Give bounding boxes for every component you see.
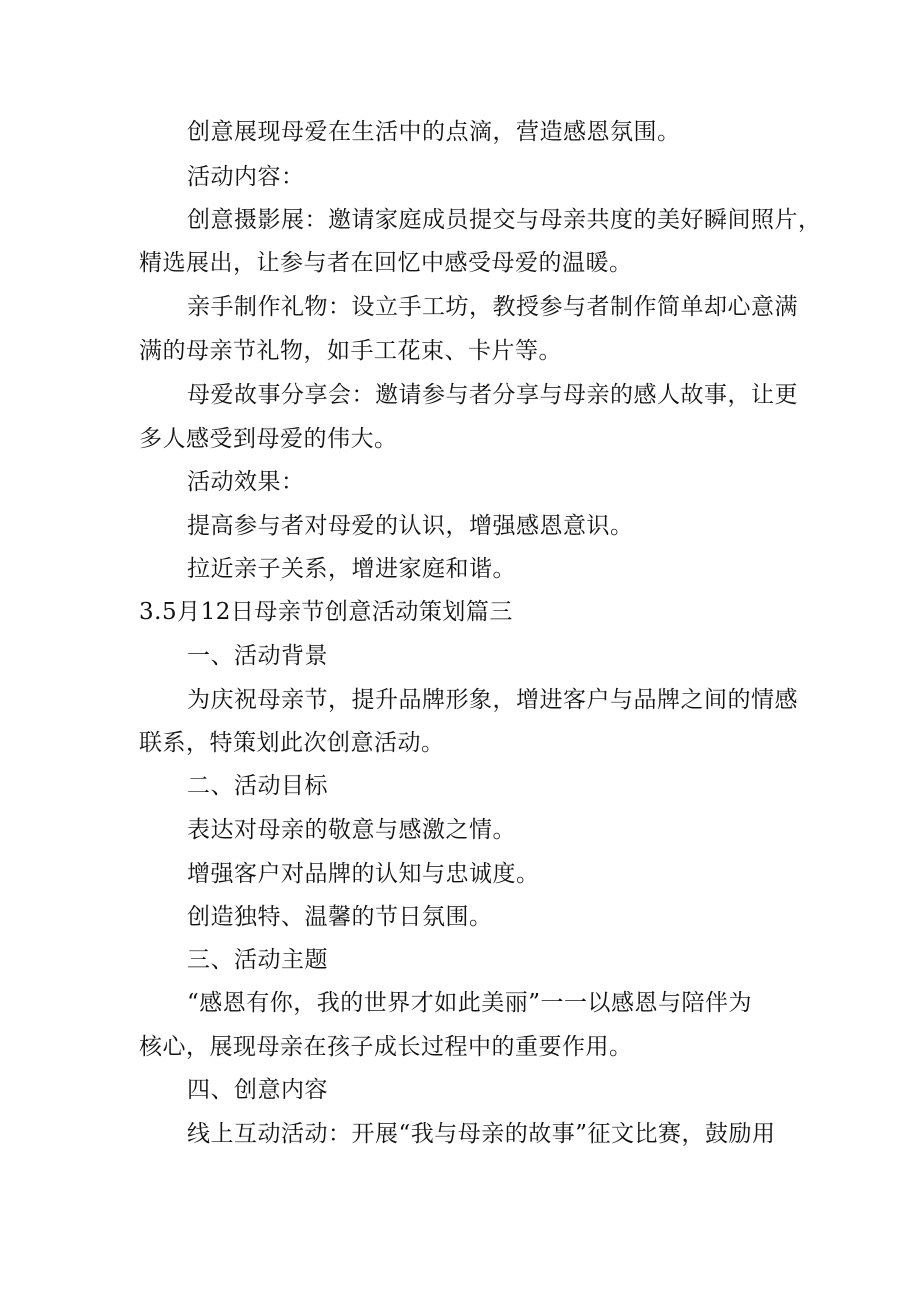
section-heading: 一、活动背景	[187, 643, 328, 669]
section-heading: 四、创意内容	[187, 1077, 328, 1103]
paragraph-line: 提高参与者对母爱的认识，增强感恩意识。	[187, 513, 634, 539]
paragraph-line: 创意展现母爱在生活中的点滴，营造感恩氛围。	[187, 119, 681, 145]
paragraph-line: “感恩有你，我的世界才如此美丽”一一以感恩与陪伴为	[187, 990, 753, 1016]
paragraph-line: 精选展出，让参与者在回忆中感受母爱的温暖。	[139, 250, 633, 276]
paragraph-line: 增强客户对品牌的认知与忠诚度。	[187, 861, 540, 887]
paragraph-line: 亲手制作礼物：设立手工坊，教授参与者制作简单却心意满	[187, 294, 798, 320]
paragraph-line: 满的母亲节礼物，如手工花束、卡片等。	[139, 338, 562, 364]
paragraph-line: 联系，特策划此次创意活动。	[139, 730, 445, 756]
section-label: 活动效果：	[187, 469, 305, 495]
paragraph-line: 母爱故事分享会：邀请参与者分享与母亲的感人故事，让更	[187, 382, 798, 408]
paragraph-line: 多人感受到母爱的伟大。	[139, 426, 398, 452]
paragraph-line: 创造独特、温馨的节日氛围。	[187, 904, 493, 930]
paragraph-line: 为庆祝母亲节，提升品牌形象，增进客户与品牌之间的情感	[187, 687, 798, 713]
paragraph-line: 表达对母亲的敬意与感激之情。	[187, 817, 516, 843]
section-heading: 三、活动主题	[187, 947, 328, 973]
paragraph-line: 创意摄影展：邀请家庭成员提交与母亲共度的美好瞬间照片，	[187, 207, 822, 233]
paragraph-line: 线上互动活动：开展“我与母亲的故事”征文比赛，鼓励用	[187, 1121, 776, 1147]
paragraph-line: 核心，展现母亲在孩子成长过程中的重要作用。	[139, 1034, 633, 1060]
section-heading: 3.5月12日母亲节创意活动策划篇三	[139, 599, 513, 625]
section-label: 活动内容：	[187, 164, 305, 190]
section-heading: 二、活动目标	[187, 773, 328, 799]
paragraph-line: 拉近亲子关系，增进家庭和谐。	[187, 556, 516, 582]
